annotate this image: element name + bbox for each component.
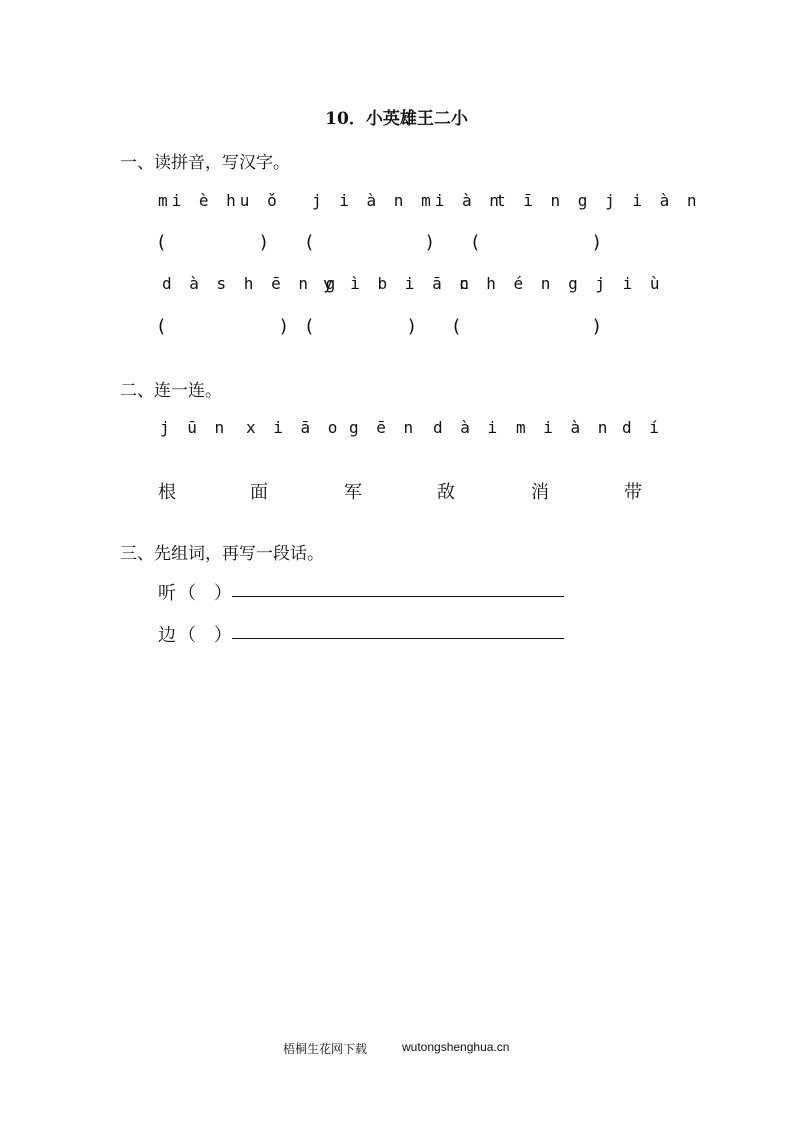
answer-paren-open: ( — [158, 232, 166, 253]
char-jun: 军 — [344, 482, 362, 503]
answer-paren-open: ( — [453, 316, 461, 337]
pinyin-mian: m i à n — [516, 418, 612, 437]
char-dai: 带 — [624, 482, 642, 503]
answer-paren-close: ) — [260, 232, 268, 253]
writing-line — [232, 596, 564, 597]
pinyin-jian-mian: j i à n mi à n — [312, 191, 503, 210]
item-ting-char: 听 — [158, 583, 176, 604]
item-bian-paren: （ ） — [178, 625, 232, 646]
writing-line — [232, 638, 564, 639]
item-ting-paren: （ ） — [178, 583, 232, 604]
page-title: 10．小英雄王二小 — [325, 109, 468, 129]
section-1-heading: 一、读拼音，写汉字。 — [120, 153, 290, 173]
pinyin-di: d í — [622, 418, 663, 437]
section-2-heading: 二、连一连。 — [120, 381, 222, 401]
pinyin-cheng-jiu: c h é n g j i ù — [459, 274, 664, 293]
char-mian: 面 — [250, 482, 268, 503]
footer-url: wutongshenghua.cn — [402, 1040, 510, 1054]
pinyin-jun: j ū n — [160, 418, 229, 437]
pinyin-mie-huo: mi è hu ǒ — [158, 191, 281, 210]
answer-paren-close: ) — [593, 316, 601, 337]
answer-paren-close: ) — [280, 316, 288, 337]
char-gen: 根 — [158, 482, 176, 503]
char-di: 敌 — [437, 482, 455, 503]
answer-paren-open: ( — [158, 316, 166, 337]
pinyin-da-sheng: d à s h ē n g — [162, 274, 340, 293]
answer-paren-open: ( — [306, 316, 314, 337]
pinyin-yi-bian: y ì b i ā n — [323, 274, 473, 293]
answer-paren-close: ) — [426, 232, 434, 253]
section-3-heading: 三、先组词，再写一段话。 — [120, 544, 324, 564]
char-xiao: 消 — [531, 482, 549, 503]
pinyin-dai: d à i — [433, 418, 502, 437]
pinyin-ting-jian: t ī n g j i à n — [496, 191, 701, 210]
answer-paren-open: ( — [472, 232, 480, 253]
answer-paren-open: ( — [306, 232, 314, 253]
pinyin-gen: g ē n — [349, 418, 418, 437]
pinyin-xiao: x i ā o — [246, 418, 342, 437]
answer-paren-close: ) — [593, 232, 601, 253]
item-bian-char: 边 — [158, 625, 176, 646]
footer-text: 梧桐生花网下载 — [283, 1042, 368, 1056]
answer-paren-close: ) — [408, 316, 416, 337]
